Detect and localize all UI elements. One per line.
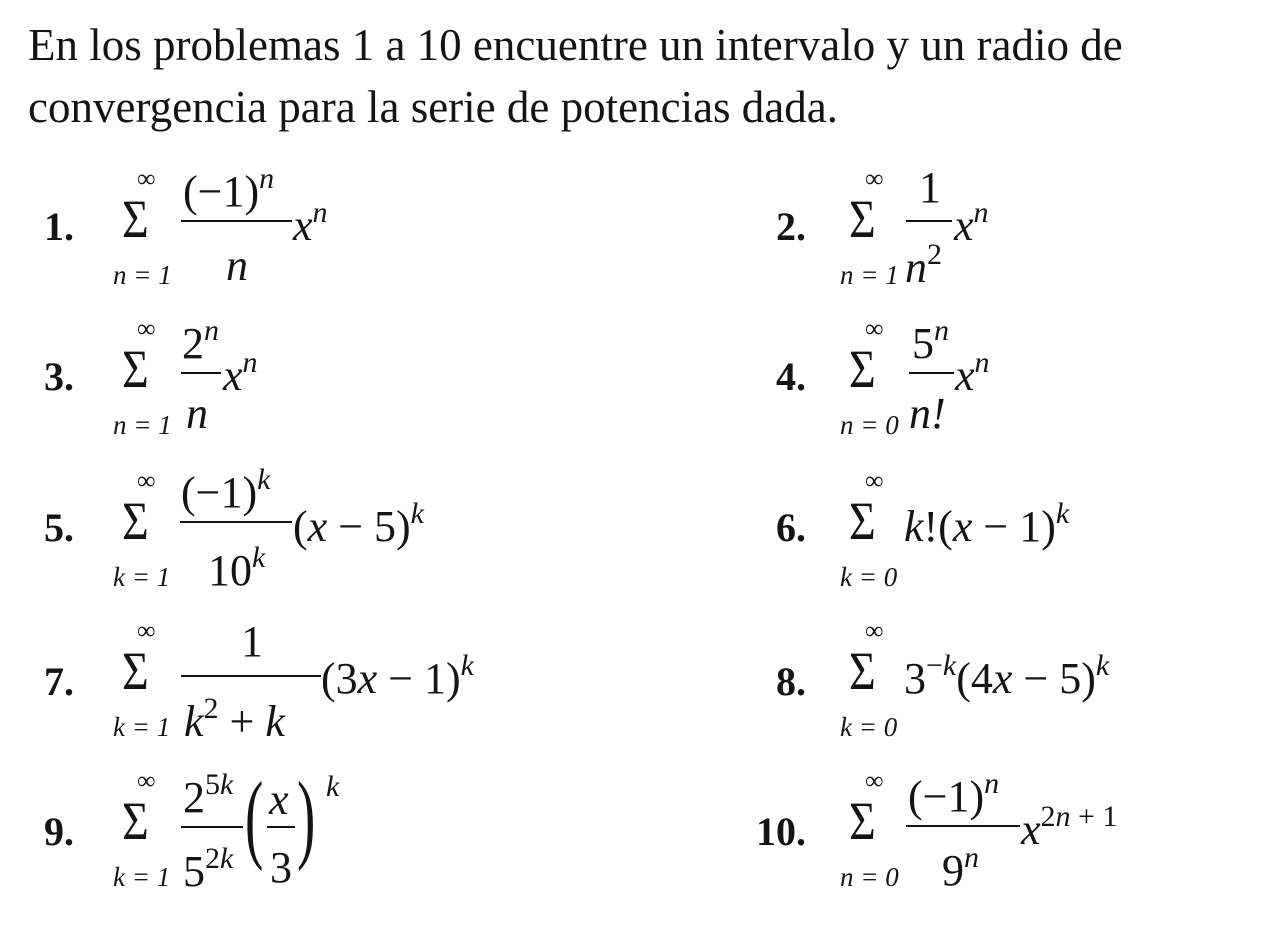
intro-paragraph [28,14,1273,138]
problem-number: 7. [44,659,74,704]
inner-fraction-bar [267,826,295,828]
fraction-numerator: $(-1)^n$ [908,767,1000,821]
exponent: k [326,770,340,803]
sum-upper-limit: ∞ [137,314,156,343]
sum-lower-limit: n = 1 [840,260,899,290]
series-term: $x^n$ [293,196,328,250]
fraction-bar [906,220,952,222]
fraction-numerator: $2^{5k}$ [183,768,234,822]
sigma-icon: Σ [122,339,149,399]
sum-lower-limit: k = 0 [840,712,898,742]
fraction-denominator: 9$^n$ [942,841,979,895]
problem-number: 4. [776,354,806,399]
intro-line-2: convergencia para la serie de potencias dada. [28,82,838,132]
sum-upper-limit: ∞ [137,164,156,193]
sigma-icon: Σ [849,641,876,701]
intro-line-1: En los problemas 1 a 10 encuentre un intervalo y un radio de [28,20,1123,70]
right-paren: ) [297,761,316,872]
fraction-numerator: 5$^n$ [912,314,949,368]
problem-number: 9. [44,809,74,854]
sigma-icon: Σ [849,339,876,399]
fraction-denominator: $n^2$ [905,238,942,292]
sum-lower-limit: k = 0 [840,562,898,592]
sum-upper-limit: ∞ [865,164,884,193]
fraction-denominator: $5^{2k}$ [183,842,234,896]
sum-lower-limit: k = 1 [113,712,171,742]
problem-number: 10. [756,809,806,854]
problem-number: 5. [44,505,74,550]
fraction-bar [906,825,1020,827]
sum-lower-limit: k = 1 [113,562,171,592]
series-term: $3^{-k}(4x - 5)^k$ [904,649,1110,703]
fraction-bar [181,826,243,828]
fraction-bar [181,675,321,677]
sigma-icon: Σ [849,791,876,851]
sigma-icon: Σ [849,189,876,249]
fraction-numerator: $(-1)^n$ [183,162,275,216]
sigma-icon: Σ [122,189,149,249]
sigma-icon: Σ [849,491,876,551]
sum-lower-limit: n = 1 [113,260,172,290]
problem-number: 1. [44,204,74,249]
problem-number: 3. [44,354,74,399]
fraction-denominator: n [186,389,208,438]
fraction-bar [180,521,292,523]
problem-number: 6. [776,505,806,550]
fraction-denominator: $k^2 + k$ [184,692,285,746]
sum-lower-limit: n = 0 [840,410,899,440]
series-term: $x^{2n}$ $^{+ 1}$ [1021,800,1118,854]
series-term: $(x - 5)^k$ [293,497,424,551]
sum-lower-limit: n = 0 [840,862,899,892]
series-term: $x^n$ [955,346,990,400]
sum-upper-limit: ∞ [137,466,156,495]
fraction-numerator: $(-1)^k$ [181,463,271,517]
fraction-bar [181,372,221,374]
sum-upper-limit: ∞ [865,314,884,343]
fraction-denominator: 10$^k$ [208,541,266,595]
sum-lower-limit: n = 1 [113,410,172,440]
left-paren: ( [245,761,264,872]
sum-upper-limit: ∞ [865,766,884,795]
sum-lower-limit: k = 1 [113,862,171,892]
inner-denominator: 3 [270,843,292,892]
sum-upper-limit: ∞ [865,616,884,645]
fraction-numerator: 1 [241,617,263,666]
problem-number: 2. [776,204,806,249]
series-term: $x^n$ [223,346,258,400]
sum-upper-limit: ∞ [137,766,156,795]
sigma-icon: Σ [122,641,149,701]
inner-numerator: x [269,775,289,824]
problem-number: 8. [776,659,806,704]
sum-upper-limit: ∞ [865,466,884,495]
series-term: $k!(x - 1)^k$ [904,497,1070,551]
fraction-bar [181,220,292,222]
series-term: $(3x - 1)^k$ [321,649,474,703]
sigma-icon: Σ [122,491,149,551]
fraction-denominator: n! [909,389,946,438]
sigma-icon: Σ [122,791,149,851]
fraction-bar [909,372,954,374]
fraction-numerator: 1 [919,163,941,212]
series-term: $x^n$ [954,196,989,250]
fraction-numerator: 2$^n$ [182,314,219,368]
sum-upper-limit: ∞ [137,616,156,645]
fraction-denominator: n [226,241,248,290]
